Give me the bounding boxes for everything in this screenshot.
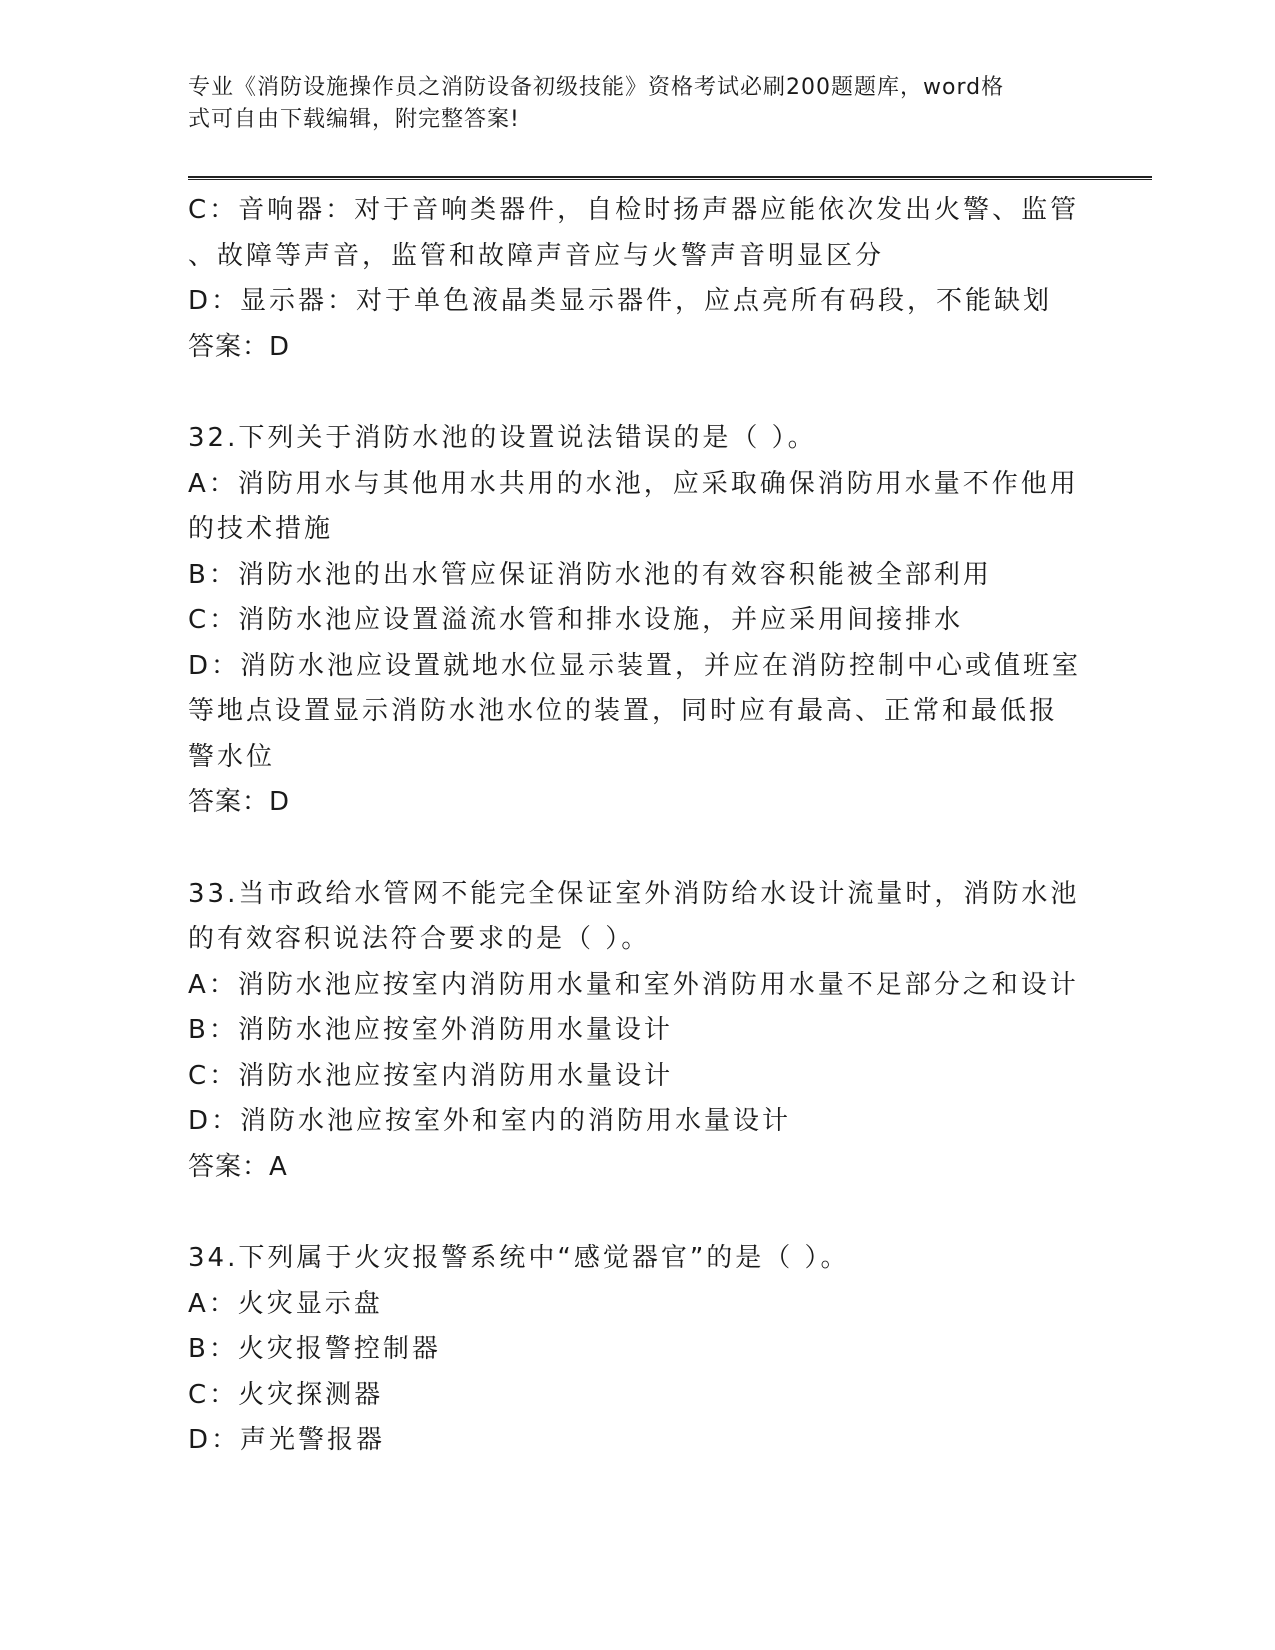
answer-line: 答案：D <box>188 787 291 817</box>
option-a-line: A：消防用水与其他用水共用的水池，应采取确保消防用水量不作他用 <box>188 468 1079 499</box>
question-stem: 33.当市政给水管网不能完全保证室外消防给水设计流量时，消防水池 <box>188 878 1080 909</box>
option-c-line: 、故障等声音，监管和故障声音应与火警声音明显区分 <box>188 240 885 271</box>
option-a-line: A：消防水池应按室内消防用水量和室外消防用水量不足部分之和设计 <box>188 969 1079 1000</box>
option-a-line: 的技术措施 <box>188 514 334 544</box>
option-d-line: 警水位 <box>188 741 276 772</box>
document-body <box>188 188 1088 1464</box>
document-header <box>188 72 1068 136</box>
question-32 <box>188 416 1088 826</box>
carry-over-block <box>188 188 1088 370</box>
question-33 <box>188 872 1088 1191</box>
option-d-line: D：声光警报器 <box>188 1425 386 1455</box>
spacer <box>188 1190 1088 1236</box>
option-d-line: D：显示器：对于单色液晶类显示器件，应点亮所有码段，不能缺划 <box>188 286 1053 316</box>
option-c-line: C：消防水池应按室内消防用水量设计 <box>188 1060 674 1091</box>
answer-line: 答案：A <box>188 1151 288 1182</box>
spacer <box>188 370 1088 416</box>
spacer <box>188 826 1088 872</box>
option-b-line: B：消防水池应按室外消防用水量设计 <box>188 1015 673 1045</box>
question-stem: 的有效容积说法符合要求的是（ ）。 <box>188 924 651 954</box>
option-c-line: C：火灾探测器 <box>188 1379 384 1410</box>
header-line-1: 专业《消防设施操作员之消防设备初级技能》资格考试必刷200题题库，word格 <box>188 75 1005 100</box>
option-b-line: B：火灾报警控制器 <box>188 1334 441 1364</box>
option-b-line: B：消防水池的出水管应保证消防水池的有效容积能被全部利用 <box>188 559 992 590</box>
option-c-line: C：消防水池应设置溢流水管和排水设施，并应采用间接排水 <box>188 605 964 635</box>
header-divider <box>188 176 1152 180</box>
header-line-2: 式可自由下载编辑，附完整答案! <box>188 107 520 132</box>
question-stem: 34.下列属于火灾报警系统中“感觉器官”的是（ ）。 <box>188 1243 850 1273</box>
option-d-line: D：消防水池应设置就地水位显示装置，并应在消防控制中心或值班室 <box>188 650 1082 681</box>
question-34 <box>188 1236 1088 1464</box>
option-d-line: 等地点设置显示消防水池水位的装置，同时应有最高、正常和最低报 <box>188 696 1059 726</box>
option-a-line: A：火灾显示盘 <box>188 1288 383 1319</box>
question-stem: 32.下列关于消防水池的设置说法错误的是（ ）。 <box>188 423 817 453</box>
answer-line: 答案：D <box>188 331 291 362</box>
option-d-line: D：消防水池应按室外和室内的消防用水量设计 <box>188 1106 792 1136</box>
option-c-line: C：音响器：对于音响类器件，自检时扬声器应能依次发出火警、监管 <box>188 195 1080 225</box>
